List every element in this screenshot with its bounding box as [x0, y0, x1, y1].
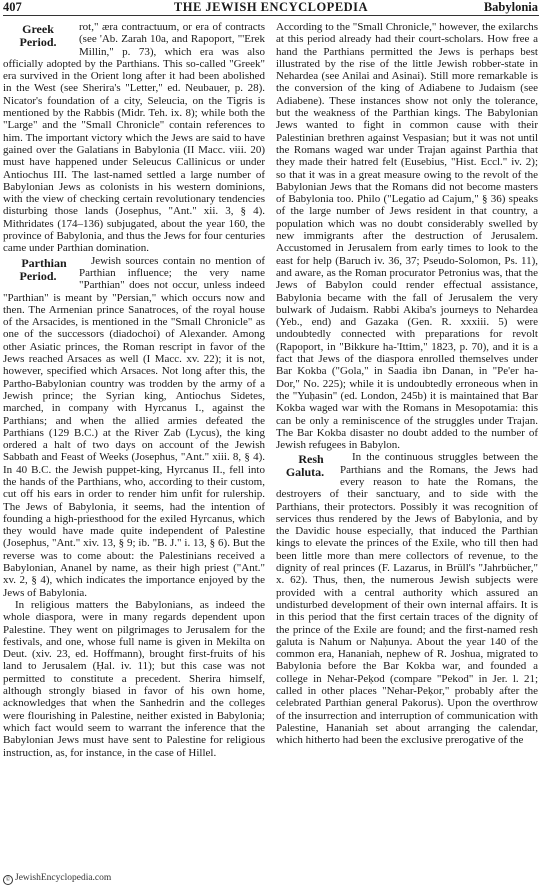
- paragraph: In religious matters the Babylonians, as indeed the whole diaspora, were in many regards dependent upon Palestine. They went on pilgrimages to Jerusalem for the festivals, and one, whose full name is given in Mekilta on Deut. (xiv. 23, ed. Hoffmann), brought first-fruits of his land to Jerusalem (Ḥal. iv. 11); but this case was not permitted to constitute a precedent. Sherira himself, although strongly biased in favor of his own home, acknowledges that when the Sanhedrin and the colleges were flourishing in Palestine, neither existed in Babylonia; which fact would seem to warrant the inference that the Babylonian Jews must have sent to Palestine for religious instruction, as, for instance, in the case of Hillel.: [3, 598, 265, 759]
- paragraph: [3, 255, 265, 599]
- sidenote-resh-galuta: Resh Galuta.: [285, 452, 325, 480]
- left-column: [3, 21, 265, 873]
- running-title: THE JEWISH ENCYCLOPEDIA: [173, 0, 369, 14]
- paragraph-text: rot," æra contractuum, or era of contracts (see 'Ab. Zarah 10a, and Rapoport, "'Erek Millin," p. 73), which era was also officially adopted by the Parthians. This so-called "Greek" era survived in the Orient long after it had been abolished in the West (see Sherira's "Letter," ed. Neubauer, p. 28). Nicator's foundation of a city, Seleucia, on the Tigris is mentioned by the Rabbis (Midr. Teh. ix. 8); while both the "Large" and the "Small Chronicle" contain references to him. The important victory which the Jews are said to have gained over the Galatians in Babylonia (II Macc. viii. 20) must have happened under Seleucus Callinicus or under Antiochus III. The last-named settled a large number of Babylonian Jews as colonists in his western dominions, with the view of checking certain revolutionary tendencies disturbing those lands (Josephus, "Ant." xii. 3, § 4). Mithridates (174–136) subjugated, about the year 160, the province of Babylonia, and thus the Jews for four centuries came under Parthian domination.: [3, 21, 265, 255]
- globe-icon: ©: [3, 875, 13, 885]
- paragraph: [3, 21, 265, 255]
- page-header: [0, 0, 542, 14]
- right-column: [276, 21, 538, 873]
- page-number: 407: [3, 0, 22, 14]
- header-keyword: Babylonia: [483, 0, 538, 14]
- sidenote-greek-period: Greek Period.: [19, 22, 57, 49]
- source-link[interactable]: JewishEncyclopedia.com: [15, 873, 112, 883]
- paragraph: According to the "Small Chronicle," however, the exilarchs at this period already had their court-scholars. How free a hand the Parthians permitted the Jews is perhaps best illustrated by the rise of the little Jewish robber-state in Nehardea (see Anilai and Asinai). Still more remarkable is the conversion of the king of Adiabene to Judaism (see Adiabene). These instances show not only the tolerance, but the weakness of the Parthian kings. The Babylonian Jews wanted to fight in common cause with their Palestinian brethren against Vespasian; but it was not until the Romans waged war under Trajan against Parthia that they made their hatred felt (Eusebius, "Hist. Eccl." iv. 2); so that it was in a great measure owing to the revolt of the Babylonian Jews that the Romans did not become masters of Babylonia too. Philo ("Legatio ad Cajum," § 36) speaks of the large number of Jews resident in that country, a population which was no doubt considerably swelled by new immigrants after the destruction of Jerusalem. Accustomed in Jerusalem from early times to look to the east for help (Baruch iv. 36, 37; Pseudo-Solomon, Ps. 11), and aware, as the Roman procurator Petronius was, that the Jews of Babylon could render effectual assistance, Babylonia became with the fall of Jerusalem the very bulwark of Judaism. Rabbi Akiba's journeys to Nehardea (Yeb., end) and Gazaka (Gen. R. xxxiii. 5) were undoubtedly connected with preparations for revolt (Rapoport, in "Bikkure ha-'Ittim," 1823, p. 70), and it is a fact that Jews of the diaspora enrolled themselves under Bar Kokba ("Gola," in Saadia ibn Danan, in "Pe'er ha-Dor," No. 225); while it is undoubtedly erroneous when in the "Yuḥasin" (ed. London, 245b) it is maintained that Bar Kokba waged war with the Romans in Mesopotamia: this can be only a reminiscence of the struggles under Trajan. The Bar Kokba disaster no doubt added to the number of Jewish refugees in Babylon.: [276, 21, 538, 452]
- paragraph-text: In the continuous struggles between the Parthians and the Romans, the Jews had every reason to hate the Romans, the destroyers of their sanctuary, and to side with the Parthians, their protectors. Possibly it was recognition of services thus rendered by the Jews of Babylonia, and by the Davidic house especially, that induced the Parthian kings to elevate the princes of the Exile, who till then had been little more than mere collectors of revenue, to the dignity of real princes (F. Lazarus, in Brüll's "Jahrbücher," x. 62). Thus, then, the numerous Jewish subjects were provided with a central authority which assured an undisturbed development of their own internal affairs. It is in this period that the first certain traces of the dignity of the prince of the Exile are found; and the first-named resh galuta is Nahum or Naḥunya. About the year 140 of the common era, Hananiah, nephew of R. Joshua, migrated to Babylonia before the Bar Kokba war, and founded a college in Nehar-Peḳod (compare "Pekod" in Jer. l. 21; called in other places "Nehar-Peḳor," probably after the celebrated Parthian general Pakorus). Upon the overthrow of the insurrection and interruption of communication with Palestine, Hananiah set about arranging the calendar, which hitherto had been the exclusive prerogative of the: [276, 451, 538, 747]
- footer: [3, 873, 111, 885]
- paragraph-text: Jewish sources contain no mention of Parthian influence; the very name "Parthian" does not occur, unless indeed "Parthian" is meant by "Persian," which occurs now and then. The Armenian prince Sanatroces, of the royal house of the Arsacides, is mentioned in the "Small Chronicle" as one of the successors (diadochoi) of Alexander. Among other Asiatic princes, the Roman rescript in favor of the Jews reached Arsaces as well (I Macc. xv. 22); it is not, however, specified which Arsaces. Not long after this, the Partho-Babylonian country was trodden by the army of a Jewish prince; the Syrian king, Antiochus Sidetes, marched, in company with Hyrcanus I., against the Parthians; and when the allied armies defeated the Parthians (129 B.C.) at the River Zab (Lycus), the king ordered a halt of two days on account of the Jewish Sabbath and Feast of Weeks (Josephus, "Ant." xiii. 8, § 4). In 40 B.C. the Jewish puppet-king, Hyrcanus II., fell into the hands of the Parthians, who, according to their custom, cut off his ears in order to render him unfit for rulership. The Jews of Babylonia, it seems, had the intention of founding a high-priesthood for the exiled Hyrcanus, which they would have made quite independent of Palestine (Josephus, "Ant." xiv. 13, § 9; ib. "B. J." i. 13, § 6). But the reverse was to come about: the Palestinians received a Babylonian, Ananel by name, as their high priest ("Ant." xv. 2, § 4), which indicates the importance enjoyed by the Jews of Babylonia.: [3, 254, 265, 599]
- sidenote-parthian-period: Parthian Period.: [19, 255, 67, 283]
- paragraph: [276, 451, 538, 746]
- header-rule: [3, 15, 539, 16]
